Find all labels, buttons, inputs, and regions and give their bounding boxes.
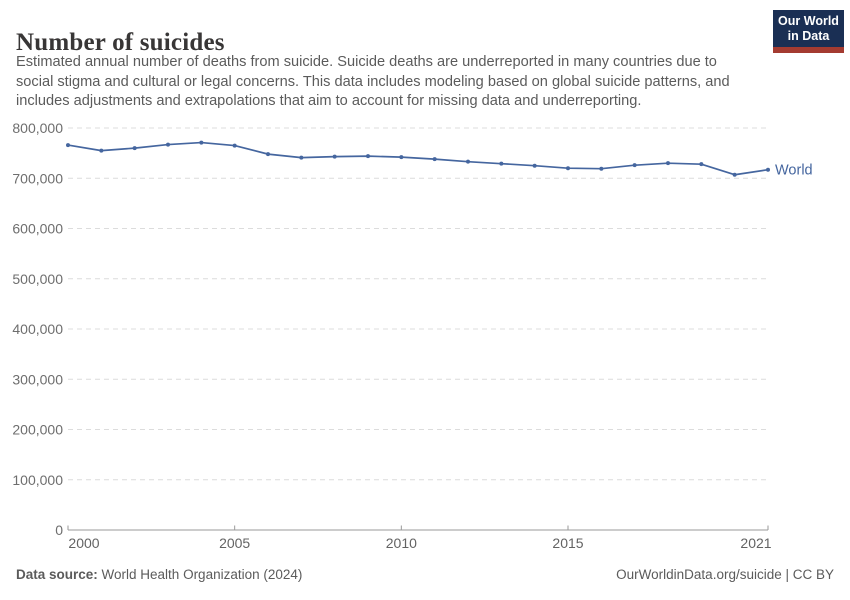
- x-tick-label: 2005: [219, 535, 251, 551]
- data-point: [133, 146, 137, 150]
- data-source-value: World Health Organization (2024): [97, 567, 303, 582]
- data-point: [566, 166, 570, 170]
- y-tick-label: 800,000: [12, 120, 63, 136]
- subtitle-line: includes adjustments and extrapolations that aim to account for missing data and underreporting.: [16, 93, 642, 109]
- data-source: [16, 567, 302, 582]
- y-tick-label: 300,000: [12, 371, 63, 388]
- y-tick-label: 600,000: [12, 220, 63, 237]
- data-source-label: Data source:: [16, 567, 98, 582]
- y-tick-label: 200,000: [12, 421, 63, 438]
- chart-footer: [16, 567, 834, 582]
- x-tick-label: 2000: [68, 535, 100, 551]
- data-point: [766, 168, 770, 172]
- x-tick-label: 2015: [552, 535, 584, 551]
- data-point: [299, 156, 303, 160]
- owid-logo-line2: in Data: [787, 28, 830, 43]
- data-point: [266, 152, 270, 156]
- data-point: [699, 162, 703, 166]
- data-point: [433, 157, 437, 161]
- x-tick-label: 2021: [740, 535, 772, 551]
- data-point: [333, 155, 337, 159]
- data-point: [233, 144, 237, 148]
- y-tick-label: 400,000: [12, 321, 63, 337]
- data-point: [99, 149, 103, 153]
- x-tick-label: 2010: [385, 535, 417, 551]
- subtitle-line: social stigma and cultural or legal concerns. This data includes modeling based on global suicide patterns, and: [16, 73, 730, 90]
- data-point: [533, 164, 537, 168]
- data-point: [499, 162, 503, 166]
- y-tick-label: 100,000: [12, 471, 63, 488]
- data-point: [366, 154, 370, 158]
- subtitle-line: Estimated annual number of deaths from suicide. Suicide deaths are underreported in many countries due to: [16, 54, 717, 70]
- data-point: [466, 160, 470, 164]
- page-title: Number of suicides: [16, 28, 225, 56]
- data-point: [399, 155, 403, 159]
- series-line-world: [68, 143, 768, 175]
- data-point: [599, 167, 603, 171]
- series-end-label: World: [775, 162, 813, 179]
- data-point: [166, 143, 170, 147]
- data-point: [199, 141, 203, 145]
- y-tick-label: 500,000: [12, 270, 63, 287]
- y-tick-label: 0: [55, 522, 63, 538]
- data-point: [633, 163, 637, 167]
- attribution-link[interactable]: OurWorldinData.org/suicide | CC BY: [616, 567, 834, 582]
- y-tick-label: 700,000: [12, 170, 63, 187]
- data-point: [66, 143, 70, 147]
- owid-logo-line1: Our World: [778, 13, 839, 28]
- data-point: [733, 173, 737, 177]
- data-point: [666, 161, 670, 165]
